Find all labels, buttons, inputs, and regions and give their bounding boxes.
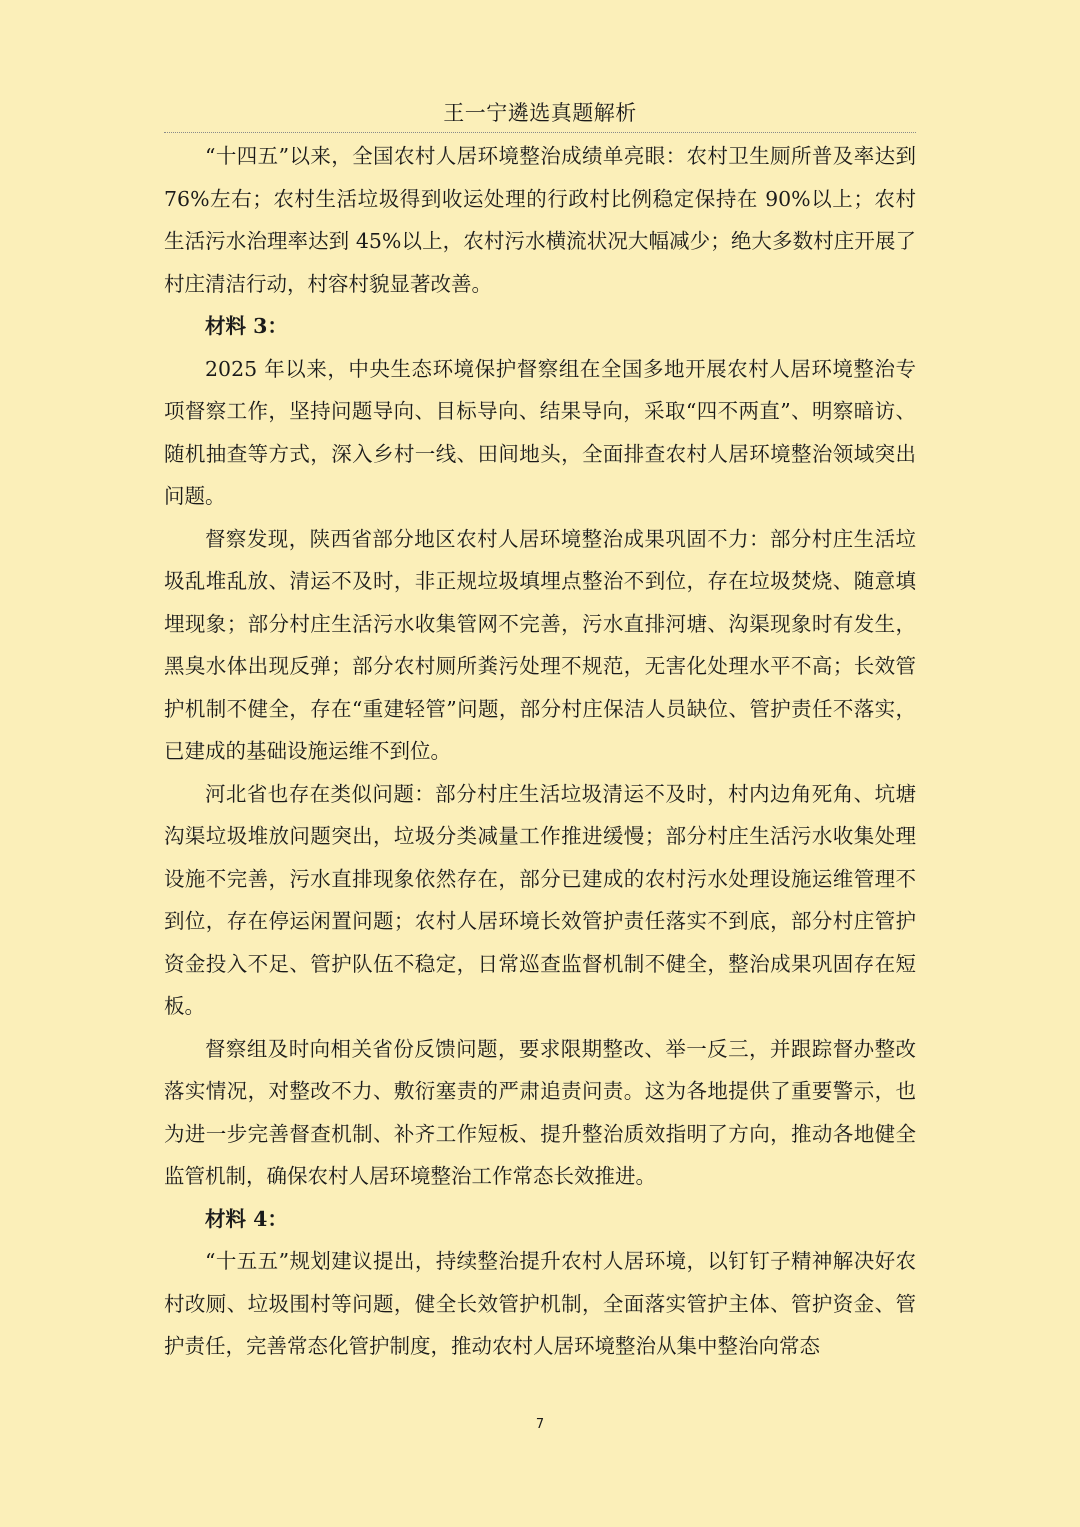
document-body: [164, 135, 916, 1368]
page-header: [164, 98, 916, 133]
paragraph-shaanxi-findings: 督察发现，陕西省部分地区农村人居环境整治成果巩固不力：部分村庄生活垃圾乱堆乱放、清运不及时，非正规垃圾填埋点整治不到位，存在垃圾焚烧、随意填埋现象；部分村庄生活污水收集管网不完善，污水直排河塘、沟渠现象时有发生，黑臭水体出现反弹；部分农村厕所粪污处理不规范，无害化处理水平不高；长效管护机制不健全，存在“重建轻管”问题，部分村庄保洁人员缺位、管护责任不落实，已建成的基础设施运维不到位。: [164, 526, 916, 763]
heading-material-4: 材料 4：: [205, 1206, 288, 1231]
paragraph-rectification: 督察组及时向相关省份反馈问题，要求限期整改、举一反三，并跟踪督办整改落实情况，对整改不力、敷衍塞责的严肃追责问责。这为各地提供了重要警示，也为进一步完善督查机制、补齐工作短板、提升整治质效指明了方向，推动各地健全监管机制，确保农村人居环境整治工作常态长效推进。: [164, 1036, 916, 1188]
paragraph-inspection-intro: 2025 年以来，中央生态环境保护督察组在全国多地开展农村人居环境整治专项督察工作，坚持问题导向、目标导向、结果导向，采取“四不两直”、明察暗访、随机抽查等方式，深入乡村一线、田间地头，全面排查农村人居环境整治领域突出问题。: [164, 356, 916, 508]
paragraph-hebei-findings: 河北省也存在类似问题：部分村庄生活垃圾清运不及时，村内边角死角、坑塘沟渠垃圾堆放问题突出，垃圾分类减量工作推进缓慢；部分村庄生活污水收集处理设施不完善，污水直排现象依然存在，部分已建成的农村污水处理设施运维管理不到位，存在停运闲置问题；农村人居环境长效管护责任落实不到底，部分村庄管护资金投入不足、管护队伍不稳定，日常巡查监督机制不健全，整治成果巩固存在短板。: [164, 781, 916, 1018]
page-number: 7: [535, 1417, 545, 1432]
heading-material-3: 材料 3：: [205, 314, 288, 338]
page-header-title: 王一宁遴选真题解析: [443, 101, 637, 125]
paragraph-fifteenth-plan: “十五五”规划建议提出，持续整治提升农村人居环境，以钉钉子精神解决好农村改厕、垃圾围村等问题，健全长效管护机制，全面落实管护主体、管护资金、管护责任，完善常态化管护制度，推动农村人居环境整治从集中整治向常态: [164, 1249, 916, 1358]
paragraph-achievements: “十四五”以来，全国农村人居环境整治成绩单亮眼：农村卫生厕所普及率达到 76%左右；农村生活垃圾得到收运处理的行政村比例稳定保持在 90%以上；农村生活污水治理率达到 45%以上，农村污水横流状况大幅减少；绝大多数村庄开展了村庄清洁行动，村容村貌显著改善。: [164, 144, 916, 296]
